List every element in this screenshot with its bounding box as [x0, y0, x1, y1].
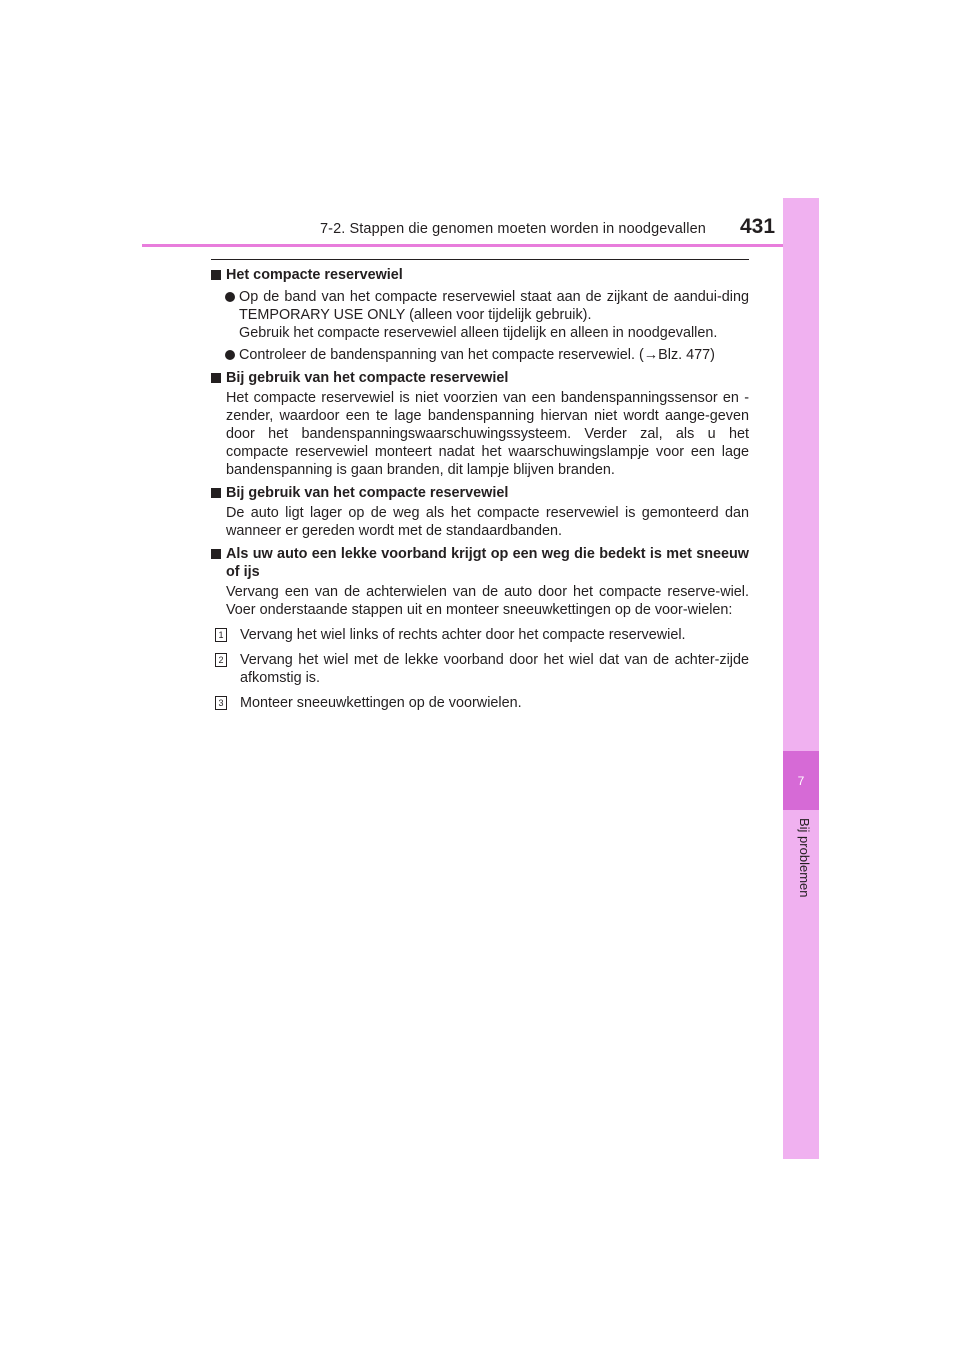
header-title: 7-2. Stappen die genomen moeten worden in noodgevallen	[320, 221, 706, 237]
header-divider	[142, 244, 819, 247]
section-heading: Bij gebruik van het compacte reservewiel	[211, 369, 749, 387]
step-number-box: 3	[215, 696, 227, 710]
step-item: 2 Vervang het wiel met de lekke voorband door het wiel dat van de achter-zijde afkomstig is.	[211, 651, 749, 687]
section-text: Vervang een van de achterwielen van de auto door het compacte reserve-wiel. Voer onderstaande stappen uit en monteer sneeuwkettingen op de voor-wielen:	[226, 584, 749, 618]
square-bullet-icon	[211, 373, 221, 383]
square-bullet-icon	[211, 270, 221, 280]
step-item: 3 Monteer sneeuwkettingen op de voorwielen.	[211, 694, 749, 712]
section-divider	[211, 259, 749, 260]
section-heading: Het compacte reservewiel	[211, 266, 749, 284]
chapter-label: Bij problemen	[797, 818, 812, 898]
page-content	[211, 264, 749, 712]
section-heading: Als uw auto een lekke voorband krijgt op een weg die bedekt is met sneeuw of ijs	[211, 545, 749, 581]
bullet-item: Op de band van het compacte reservewiel staat aan de zijkant de aandui-ding TEMPORARY USE ONLY (alleen voor tijdelijk gebruik). Gebruik het compacte reservewiel alleen tijdelijk en alleen in noodgevallen.	[211, 288, 749, 342]
round-bullet-icon	[225, 292, 235, 302]
step-number-box: 2	[215, 653, 227, 667]
step-number-box: 1	[215, 628, 227, 642]
section-text: De auto ligt lager op de weg als het compacte reservewiel is gemonteerd dan wanneer er gereden wordt met de standaardbanden.	[226, 505, 749, 539]
chapter-number: 7	[783, 751, 819, 810]
bullet-item: Controleer de bandenspanning van het compacte reservewiel. (→Blz. 477)	[211, 346, 749, 364]
step-item: 1 Vervang het wiel links of rechts achter door het compacte reservewiel.	[211, 626, 749, 644]
round-bullet-icon	[225, 350, 235, 360]
chapter-side-tab	[783, 198, 819, 1159]
section-heading: Bij gebruik van het compacte reservewiel	[211, 484, 749, 502]
square-bullet-icon	[211, 549, 221, 559]
square-bullet-icon	[211, 488, 221, 498]
page-number: 431	[740, 215, 776, 238]
section-text: Het compacte reservewiel is niet voorzien van een bandenspanningssensor en -zender, waardoor een te lage bandenspanning hiervan niet wordt aange-geven door het bandenspanningswaarschuwingssysteem. Verder zal, als u het compacte reservewiel monteert nadat het waarschuwingslampje voor een lage bandenspanning is gaan branden, dit lampje blijven branden.	[226, 390, 749, 478]
